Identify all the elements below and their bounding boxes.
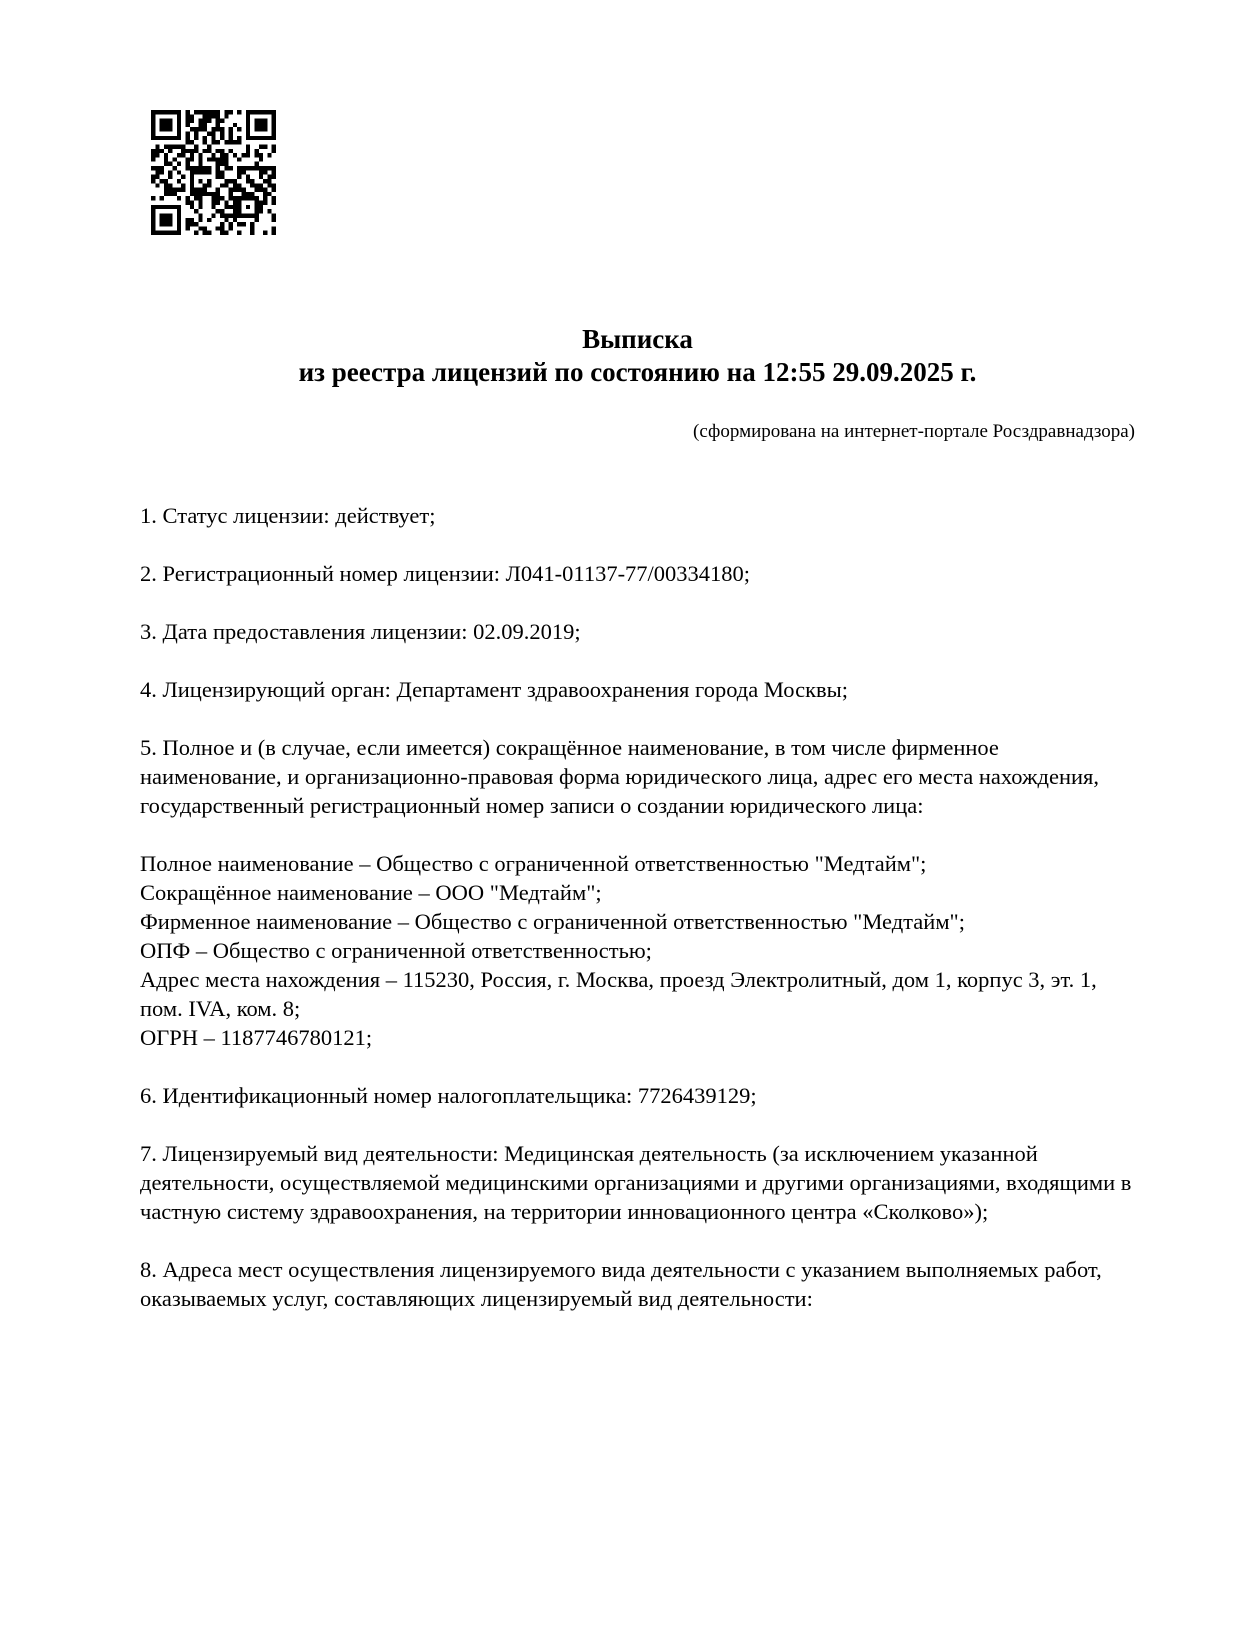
detail-brand-name: Фирменное наименование – Общество с ограниченной ответственностью "Медтайм"; [140, 909, 965, 934]
document-title [140, 323, 1135, 389]
detail-legal-form: ОПФ – Общество с ограниченной ответственностью; [140, 938, 652, 963]
item-8-activity-addresses: 8. Адреса мест осуществления лицензируемого вида деятельности с указанием выполняемых работ, оказываемых услуг, составляющих лицензируемый вид деятельности: [140, 1257, 1102, 1311]
detail-full-name: Полное наименование – Общество с ограниченной ответственностью "Медтайм"; [140, 851, 927, 876]
title-line-1: Выписка [582, 324, 693, 354]
detail-short-name: Сокращённое наименование – ООО "Медтайм"; [140, 880, 602, 905]
item-6-inn: 6. Идентификационный номер налогоплательщика: 7726439129; [140, 1083, 757, 1108]
document-subtitle: (сформирована на интернет-портале Росздравнадзора) [693, 421, 1135, 442]
detail-ogrn: ОГРН – 1187746780121; [140, 1025, 373, 1050]
item-2-registration-number: 2. Регистрационный номер лицензии: Л041-01137-77/00334180; [140, 561, 751, 586]
qr-code [151, 110, 276, 235]
item-3-grant-date: 3. Дата предоставления лицензии: 02.09.2019; [140, 619, 581, 644]
company-details [140, 849, 1135, 1052]
item-1-license-status: 1. Статус лицензии: действует; [140, 503, 436, 528]
item-7-licensed-activity: 7. Лицензируемый вид деятельности: Медицинская деятельность (за исключением указанной деятельности, осуществляемой медицинскими организациями и другими организациями, входящими в частную систему здравоохранения, на территории инновационного центра «Сколково»); [140, 1141, 1132, 1224]
item-5-entity-name-heading: 5. Полное и (в случае, если имеется) сокращённое наименование, в том числе фирменное наименование, и организационно-правовая форма юридического лица, адрес его места нахождения, государственный регистрационный номер записи о создании юридического лица: [140, 735, 1100, 818]
item-4-licensing-authority: 4. Лицензирующий орган: Департамент здравоохранения города Москвы; [140, 677, 849, 702]
document-content [140, 323, 1135, 1313]
detail-address: Адрес места нахождения – 115230, Россия, г. Москва, проезд Электролитный, дом 1, корпус 3, эт. 1, пом. IVA, ком. 8; [140, 967, 1097, 1021]
title-line-2: из реестра лицензий по состоянию на 12:55 29.09.2025 г. [298, 357, 977, 387]
